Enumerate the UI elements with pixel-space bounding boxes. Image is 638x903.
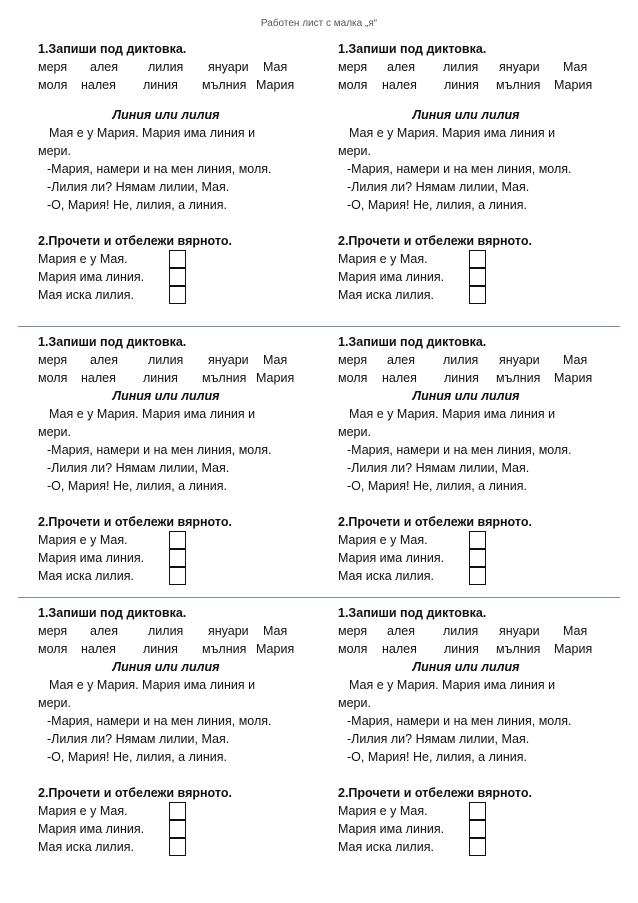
- dictation-word: януари: [499, 624, 540, 638]
- dictation-word: линия: [143, 371, 178, 385]
- dictation-word: налея: [81, 642, 116, 656]
- check-heading: 2.Прочети и отбележи вярното.: [38, 515, 232, 529]
- answer-checkbox[interactable]: [169, 820, 186, 838]
- dictation-word: лилия: [148, 60, 184, 74]
- dictation-heading: 1.Запиши под диктовка.: [338, 42, 487, 56]
- story-line: мери.: [338, 696, 371, 710]
- story-line: мери.: [338, 144, 371, 158]
- story-line: -Лилия ли? Нямам лилии, Мая.: [347, 732, 530, 746]
- dictation-word: налея: [382, 78, 417, 92]
- dictation-word: моля: [38, 78, 68, 92]
- story-line: Мая е у Мария. Мария има линия и: [49, 678, 256, 692]
- dictation-word: налея: [81, 371, 116, 385]
- story-title: Линия или лилия: [412, 108, 520, 122]
- dictation-word: алея: [90, 353, 118, 367]
- check-item-label: Мая иска лилия.: [38, 840, 134, 854]
- dictation-word: меря: [338, 60, 368, 74]
- check-item: [338, 268, 628, 286]
- section-divider: [18, 326, 620, 327]
- check-item: [338, 286, 628, 304]
- worksheet-left-2: [38, 333, 328, 585]
- answer-checkbox[interactable]: [469, 268, 486, 286]
- answer-checkbox[interactable]: [469, 820, 486, 838]
- story-line: -Мария, намери и на мен линия, моля.: [347, 443, 572, 457]
- dictation-word: меря: [338, 624, 368, 638]
- dictation-heading: 1.Запиши под диктовка.: [38, 606, 187, 620]
- dictation-word: линия: [143, 78, 178, 92]
- dictation-word: Мария: [256, 371, 295, 385]
- story-line: -Мария, намери и на мен линия, моля.: [47, 714, 272, 728]
- story-line: -Мария, намери и на мен линия, моля.: [47, 162, 272, 176]
- story-title: Линия или лилия: [412, 660, 520, 674]
- dictation-row-2: [338, 640, 628, 658]
- check-item-label: Мая иска лилия.: [338, 569, 434, 583]
- check-item-label: Мария е у Мая.: [338, 533, 428, 547]
- dictation-word: януари: [208, 60, 249, 74]
- dictation-word: Мария: [256, 78, 295, 92]
- check-heading: 2.Прочети и отбележи вярното.: [338, 234, 532, 248]
- check-item: [338, 250, 628, 268]
- answer-checkbox[interactable]: [169, 531, 186, 549]
- dictation-word: мълния: [496, 78, 541, 92]
- check-item: [338, 838, 628, 856]
- story-line: -Мария, намери и на мен линия, моля.: [347, 714, 572, 728]
- check-item-label: Мария е у Мая.: [38, 252, 128, 266]
- story-line: -Лилия ли? Нямам лилии, Мая.: [47, 732, 230, 746]
- dictation-heading: 1.Запиши под диктовка.: [38, 335, 187, 349]
- answer-checkbox[interactable]: [469, 250, 486, 268]
- dictation-word: мълния: [496, 642, 541, 656]
- story-line: -Мария, намери и на мен линия, моля.: [347, 162, 572, 176]
- dictation-word: меря: [38, 624, 68, 638]
- dictation-heading: 1.Запиши под диктовка.: [38, 42, 187, 56]
- check-item: [38, 820, 328, 838]
- story-title: Линия или лилия: [112, 389, 220, 403]
- dictation-row-1: [338, 622, 628, 640]
- check-item: [38, 838, 328, 856]
- dictation-word: януари: [208, 353, 249, 367]
- dictation-row-2: [38, 369, 328, 387]
- answer-checkbox[interactable]: [469, 567, 486, 585]
- check-item-label: Мария има линия.: [338, 822, 445, 836]
- check-item-label: Мария има линия.: [38, 551, 145, 565]
- dictation-word: лилия: [443, 353, 479, 367]
- check-item-label: Мария има линия.: [338, 270, 445, 284]
- story-line: -О, Мария! Не, лилия, а линия.: [347, 198, 528, 212]
- answer-checkbox[interactable]: [169, 567, 186, 585]
- dictation-word: меря: [38, 60, 68, 74]
- dictation-word: Мария: [554, 78, 593, 92]
- worksheet-left-1: [38, 40, 328, 304]
- story-line: -О, Мария! Не, лилия, а линия.: [347, 479, 528, 493]
- story-line: -Лилия ли? Нямам лилии, Мая.: [347, 180, 530, 194]
- worksheet-right-2: [338, 333, 628, 585]
- dictation-word: мълния: [496, 371, 541, 385]
- dictation-word: мълния: [202, 371, 247, 385]
- dictation-word: Мая: [263, 624, 288, 638]
- check-heading: 2.Прочети и отбележи вярното.: [338, 515, 532, 529]
- dictation-word: моля: [38, 371, 68, 385]
- check-item-label: Мария има линия.: [38, 270, 145, 284]
- dictation-word: Мая: [563, 60, 588, 74]
- check-item: [38, 531, 328, 549]
- dictation-word: лилия: [148, 353, 184, 367]
- dictation-word: моля: [38, 642, 68, 656]
- page-header: Работен лист с малка „я“: [260, 18, 378, 29]
- check-item-label: Мария има линия.: [38, 822, 145, 836]
- dictation-word: Мая: [563, 624, 588, 638]
- dictation-word: меря: [338, 353, 368, 367]
- check-item-label: Мария е у Мая.: [338, 804, 428, 818]
- story-line: Мая е у Мария. Мария има линия и: [49, 407, 256, 421]
- story-title: Линия или лилия: [112, 660, 220, 674]
- check-item: [38, 802, 328, 820]
- dictation-word: моля: [338, 642, 368, 656]
- dictation-word: алея: [90, 60, 118, 74]
- worksheet-right-1: [338, 40, 628, 304]
- check-item: [338, 820, 628, 838]
- story-title: Линия или лилия: [412, 389, 520, 403]
- check-item: [38, 567, 328, 585]
- story-line: -О, Мария! Не, лилия, а линия.: [47, 750, 228, 764]
- check-item: [38, 250, 328, 268]
- story-line: мери.: [38, 144, 71, 158]
- check-item: [338, 802, 628, 820]
- worksheet-left-3: [38, 604, 328, 856]
- dictation-word: януари: [499, 353, 540, 367]
- answer-checkbox[interactable]: [169, 838, 186, 856]
- check-item: [38, 286, 328, 304]
- check-item-label: Мая иска лилия.: [38, 569, 134, 583]
- dictation-word: Мария: [256, 642, 295, 656]
- check-item-label: Мария има линия.: [338, 551, 445, 565]
- dictation-word: меря: [38, 353, 68, 367]
- dictation-row-2: [338, 369, 628, 387]
- answer-checkbox[interactable]: [169, 802, 186, 820]
- check-item: [38, 549, 328, 567]
- dictation-word: Мая: [263, 353, 288, 367]
- check-item: [338, 567, 628, 585]
- answer-checkbox[interactable]: [469, 549, 486, 567]
- dictation-row-1: [338, 58, 628, 76]
- story-line: -Лилия ли? Нямам лилии, Мая.: [47, 461, 230, 475]
- dictation-word: Мая: [563, 353, 588, 367]
- answer-checkbox[interactable]: [169, 286, 186, 304]
- dictation-word: лилия: [443, 624, 479, 638]
- story-title: Линия или лилия: [112, 108, 220, 122]
- check-item-label: Мая иска лилия.: [338, 288, 434, 302]
- dictation-row-2: [338, 76, 628, 94]
- dictation-row-1: [338, 351, 628, 369]
- story-line: мери.: [338, 425, 371, 439]
- story-line: Мая е у Мария. Мария има линия и: [349, 126, 556, 140]
- answer-checkbox[interactable]: [169, 250, 186, 268]
- dictation-word: януари: [499, 60, 540, 74]
- worksheet-right-3: [338, 604, 628, 856]
- dictation-word: линия: [444, 371, 479, 385]
- answer-checkbox[interactable]: [169, 268, 186, 286]
- dictation-word: алея: [387, 624, 415, 638]
- story-line: Мая е у Мария. Мария има линия и: [49, 126, 256, 140]
- dictation-word: лилия: [148, 624, 184, 638]
- story-line: -Лилия ли? Нямам лилии, Мая.: [347, 461, 530, 475]
- check-heading: 2.Прочети и отбележи вярното.: [338, 786, 532, 800]
- story-line: мери.: [38, 425, 71, 439]
- dictation-word: Мая: [263, 60, 288, 74]
- answer-checkbox[interactable]: [469, 802, 486, 820]
- dictation-heading: 1.Запиши под диктовка.: [338, 335, 487, 349]
- story-line: мери.: [38, 696, 71, 710]
- story-line: -Лилия ли? Нямам лилии, Мая.: [47, 180, 230, 194]
- dictation-row-2: [38, 76, 328, 94]
- check-item-label: Мария е у Мая.: [38, 804, 128, 818]
- answer-checkbox[interactable]: [169, 549, 186, 567]
- dictation-word: януари: [208, 624, 249, 638]
- dictation-word: Мария: [554, 371, 593, 385]
- check-item-label: Мая иска лилия.: [38, 288, 134, 302]
- check-heading: 2.Прочети и отбележи вярното.: [38, 234, 232, 248]
- dictation-word: алея: [90, 624, 118, 638]
- check-heading: 2.Прочети и отбележи вярното.: [38, 786, 232, 800]
- answer-checkbox[interactable]: [469, 531, 486, 549]
- dictation-row-2: [38, 640, 328, 658]
- dictation-word: моля: [338, 371, 368, 385]
- dictation-word: мълния: [202, 78, 247, 92]
- story-line: -О, Мария! Не, лилия, а линия.: [47, 198, 228, 212]
- dictation-word: налея: [81, 78, 116, 92]
- check-item: [338, 549, 628, 567]
- dictation-heading: 1.Запиши под диктовка.: [338, 606, 487, 620]
- dictation-word: моля: [338, 78, 368, 92]
- dictation-word: Мария: [554, 642, 593, 656]
- answer-checkbox[interactable]: [469, 838, 486, 856]
- check-item: [38, 268, 328, 286]
- check-item-label: Мая иска лилия.: [338, 840, 434, 854]
- story-line: Мая е у Мария. Мария има линия и: [349, 407, 556, 421]
- dictation-word: линия: [444, 642, 479, 656]
- story-line: -О, Мария! Не, лилия, а линия.: [347, 750, 528, 764]
- check-item: [338, 531, 628, 549]
- dictation-word: лилия: [443, 60, 479, 74]
- story-line: -О, Мария! Не, лилия, а линия.: [47, 479, 228, 493]
- check-item-label: Мария е у Мая.: [338, 252, 428, 266]
- story-line: -Мария, намери и на мен линия, моля.: [47, 443, 272, 457]
- dictation-word: налея: [382, 371, 417, 385]
- dictation-word: мълния: [202, 642, 247, 656]
- dictation-row-1: [38, 58, 328, 76]
- dictation-word: налея: [382, 642, 417, 656]
- dictation-row-1: [38, 351, 328, 369]
- answer-checkbox[interactable]: [469, 286, 486, 304]
- dictation-row-1: [38, 622, 328, 640]
- dictation-word: алея: [387, 60, 415, 74]
- dictation-word: линия: [444, 78, 479, 92]
- dictation-word: линия: [143, 642, 178, 656]
- story-line: Мая е у Мария. Мария има линия и: [349, 678, 556, 692]
- section-divider: [18, 597, 620, 598]
- check-item-label: Мария е у Мая.: [38, 533, 128, 547]
- dictation-word: алея: [387, 353, 415, 367]
